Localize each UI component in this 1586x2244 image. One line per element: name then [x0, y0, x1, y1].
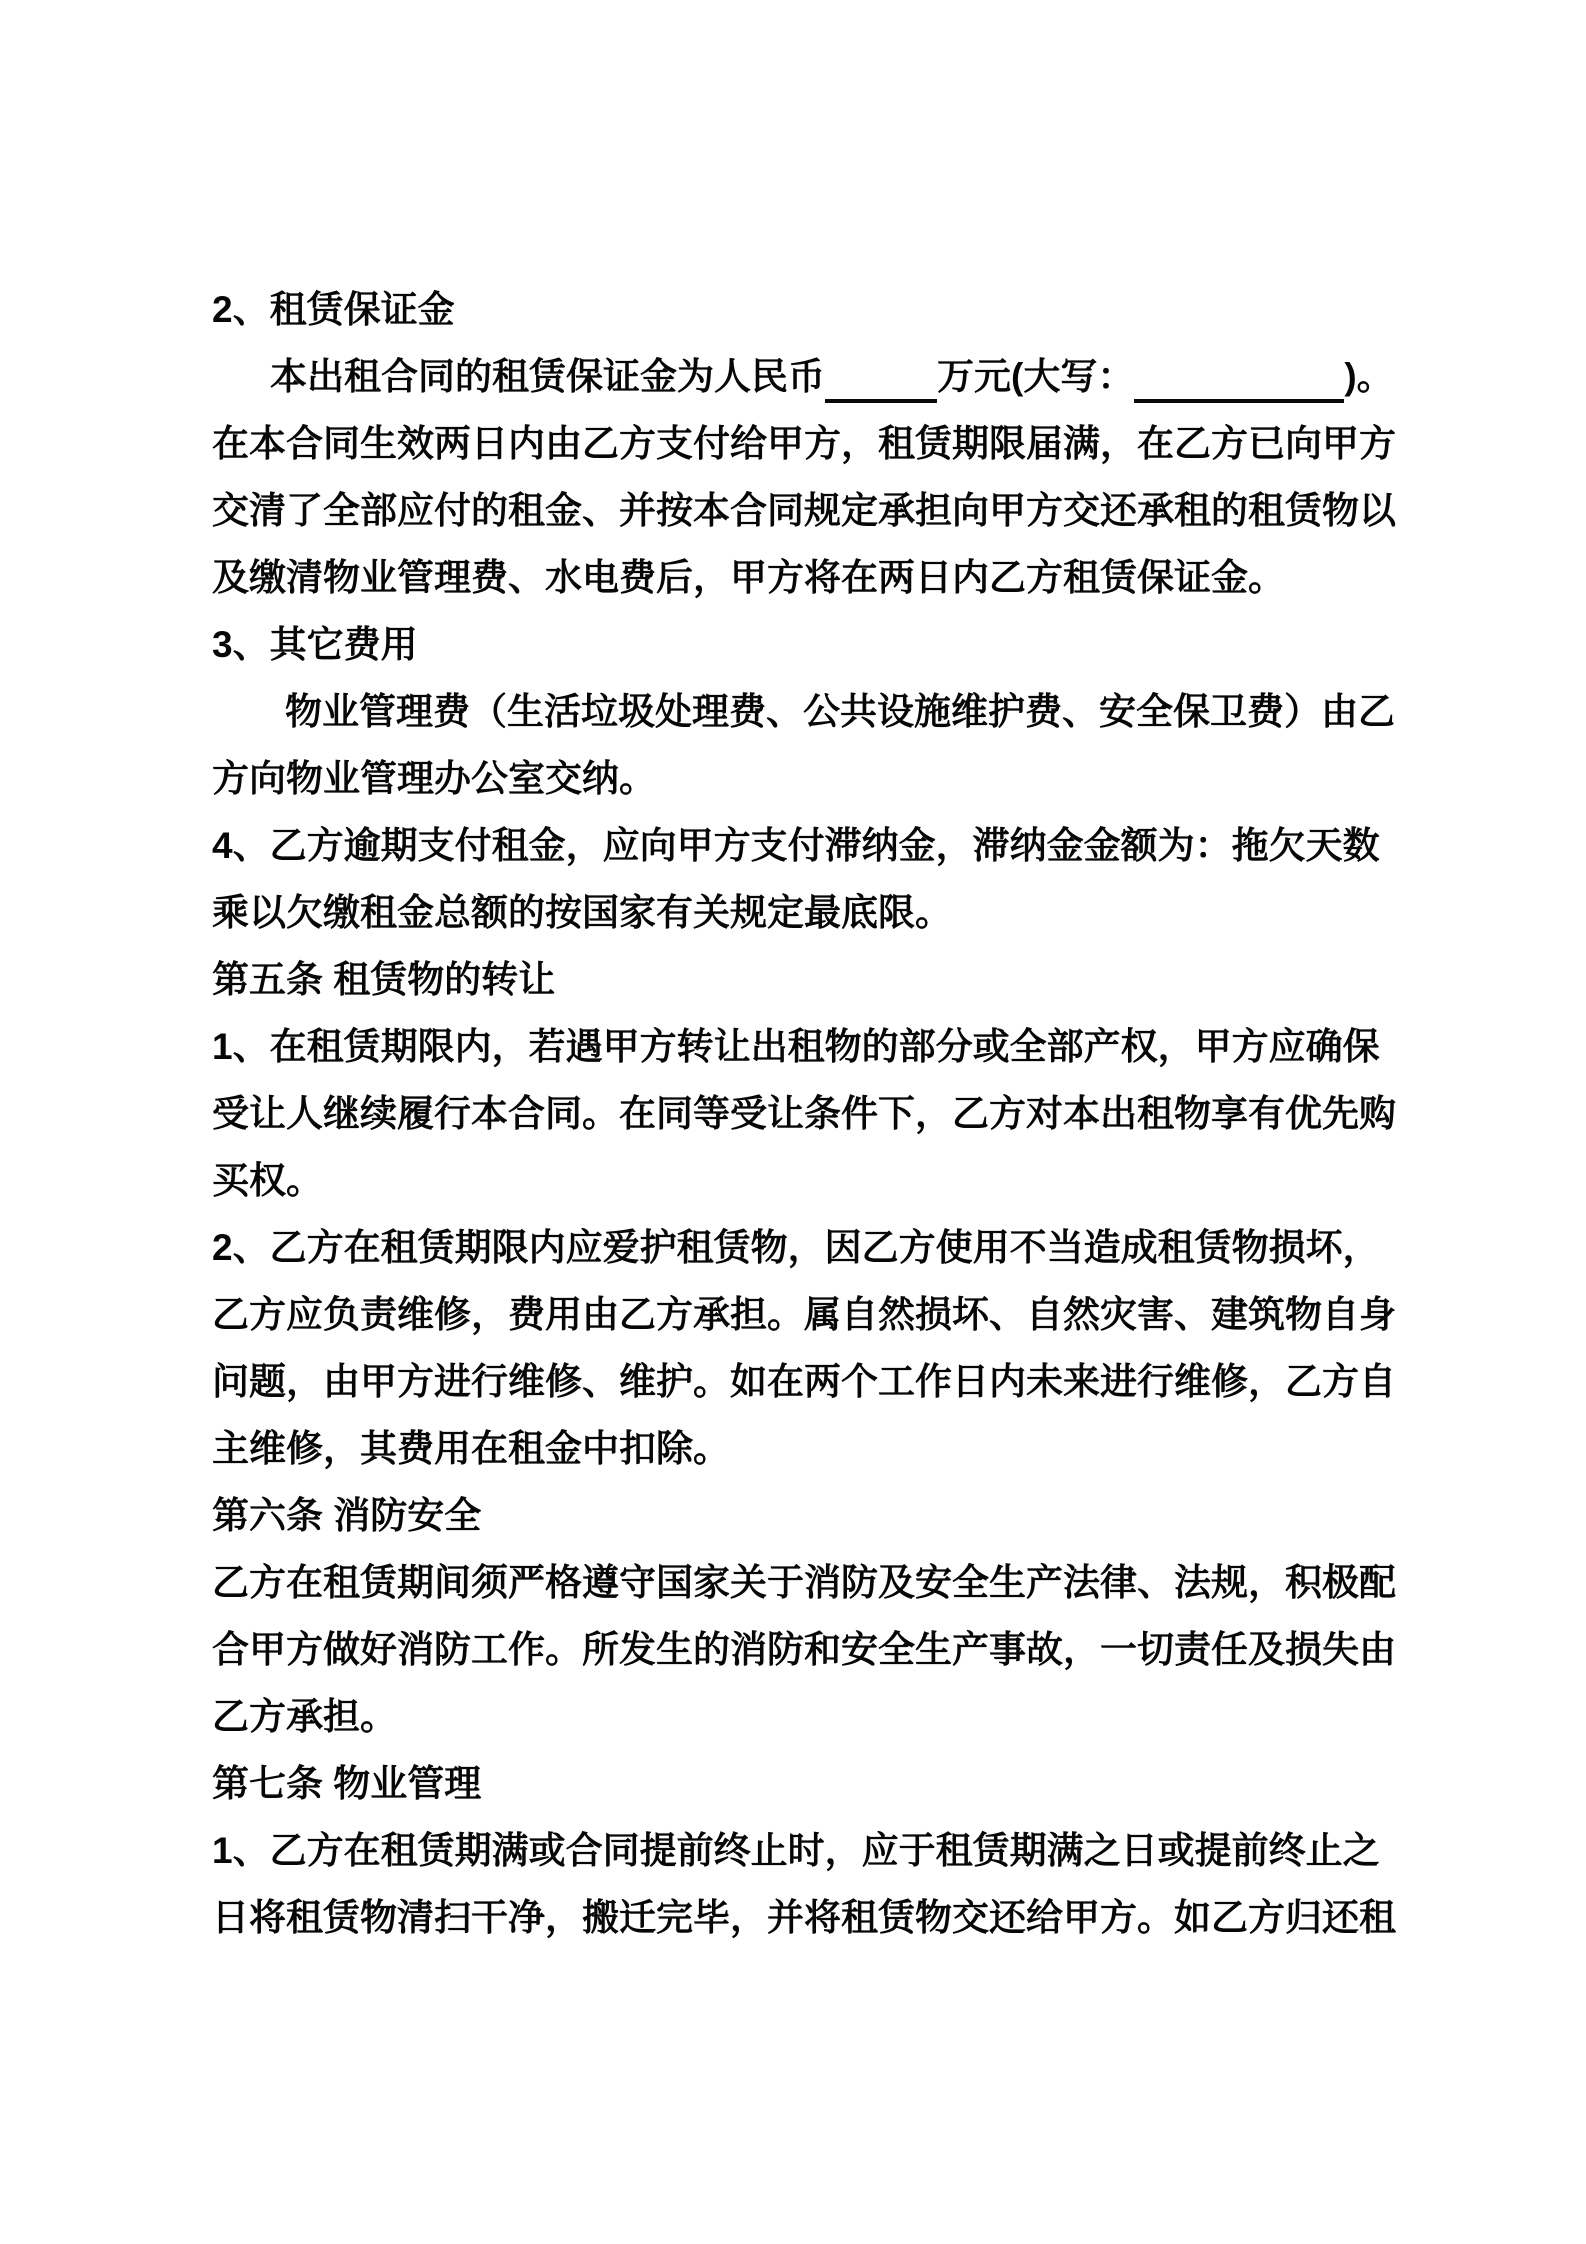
- other-fees-body-line: 方向物业管理办公室交纳。: [212, 758, 656, 799]
- deposit-amount-words-blank: [1134, 359, 1344, 403]
- late-fee-line: 4、乙方逾期支付租金，应向甲方支付滞纳金，滞纳金金额为：拖欠天数: [212, 825, 1380, 866]
- deposit-body-line: 及缴清物业管理费、水电费后，甲方将在两日内乙方租赁保证金。: [212, 557, 1285, 598]
- article5-item2-line: 主维修，其费用在租金中扣除。: [212, 1428, 730, 1469]
- article6-body-line: 合甲方做好消防工作。所发生的消防和安全生产事故，一切责任及损失由: [212, 1629, 1396, 1670]
- article5-item1-line: 1、在租赁期限内，若遇甲方转让出租物的部分或全部产权，甲方应确保: [212, 1026, 1380, 1067]
- article5-heading: 第五条 租赁物的转让: [212, 959, 556, 1000]
- deposit-amount-middle: 万元(大写：: [937, 356, 1135, 397]
- article5-item1-line: 买权。: [212, 1160, 323, 1201]
- article7-item1-line: 日将租赁物清扫干净，搬迁完毕，并将租赁物交还给甲方。如乙方归还租: [212, 1897, 1396, 1938]
- deposit-amount-blank: [825, 359, 937, 403]
- article6-body-line: 乙方在租赁期间须严格遵守国家关于消防及安全生产法律、法规，积极配: [212, 1562, 1396, 1603]
- deposit-clause-heading: 2、租赁保证金: [212, 289, 455, 330]
- article5-item2-line: 问题，由甲方进行维修、维护。如在两个工作日内未来进行维修，乙方自: [212, 1361, 1396, 1402]
- article6-body-line: 乙方承担。: [212, 1696, 397, 1737]
- other-fees-body-line: 物业管理费（生活垃圾处理费、公共设施维护费、安全保卫费）由乙: [285, 691, 1395, 732]
- article5-item2-line: 乙方应负责维修，费用由乙方承担。属自然损坏、自然灾害、建筑物自身: [212, 1294, 1396, 1335]
- other-fees-heading: 3、其它费用: [212, 624, 418, 665]
- deposit-amount-line: [212, 343, 1402, 410]
- deposit-amount-suffix: )。: [1344, 356, 1394, 397]
- late-fee-line: 乘以欠缴租金总额的按国家有关规定最底限。: [212, 892, 952, 933]
- deposit-amount-prefix: 本出租合同的租赁保证金为人民币: [270, 356, 825, 397]
- article5-item1-line: 受让人继续履行本合同。在同等受让条件下，乙方对本出租物享有优先购: [212, 1093, 1396, 1134]
- article6-heading: 第六条 消防安全: [212, 1495, 482, 1536]
- contract-text-block: [212, 276, 1402, 1951]
- deposit-body-line: 在本合同生效两日内由乙方支付给甲方，租赁期限届满，在乙方已向甲方: [212, 423, 1396, 464]
- article5-item2-line: 2、乙方在租赁期限内应爱护租赁物，因乙方使用不当造成租赁物损坏，: [212, 1227, 1380, 1268]
- article7-item1-line: 1、乙方在租赁期满或合同提前终止时，应于租赁期满之日或提前终止之: [212, 1830, 1380, 1871]
- deposit-body-line: 交清了全部应付的租金、并按本合同规定承担向甲方交还承租的租赁物以: [212, 490, 1396, 531]
- article7-heading: 第七条 物业管理: [212, 1763, 482, 1804]
